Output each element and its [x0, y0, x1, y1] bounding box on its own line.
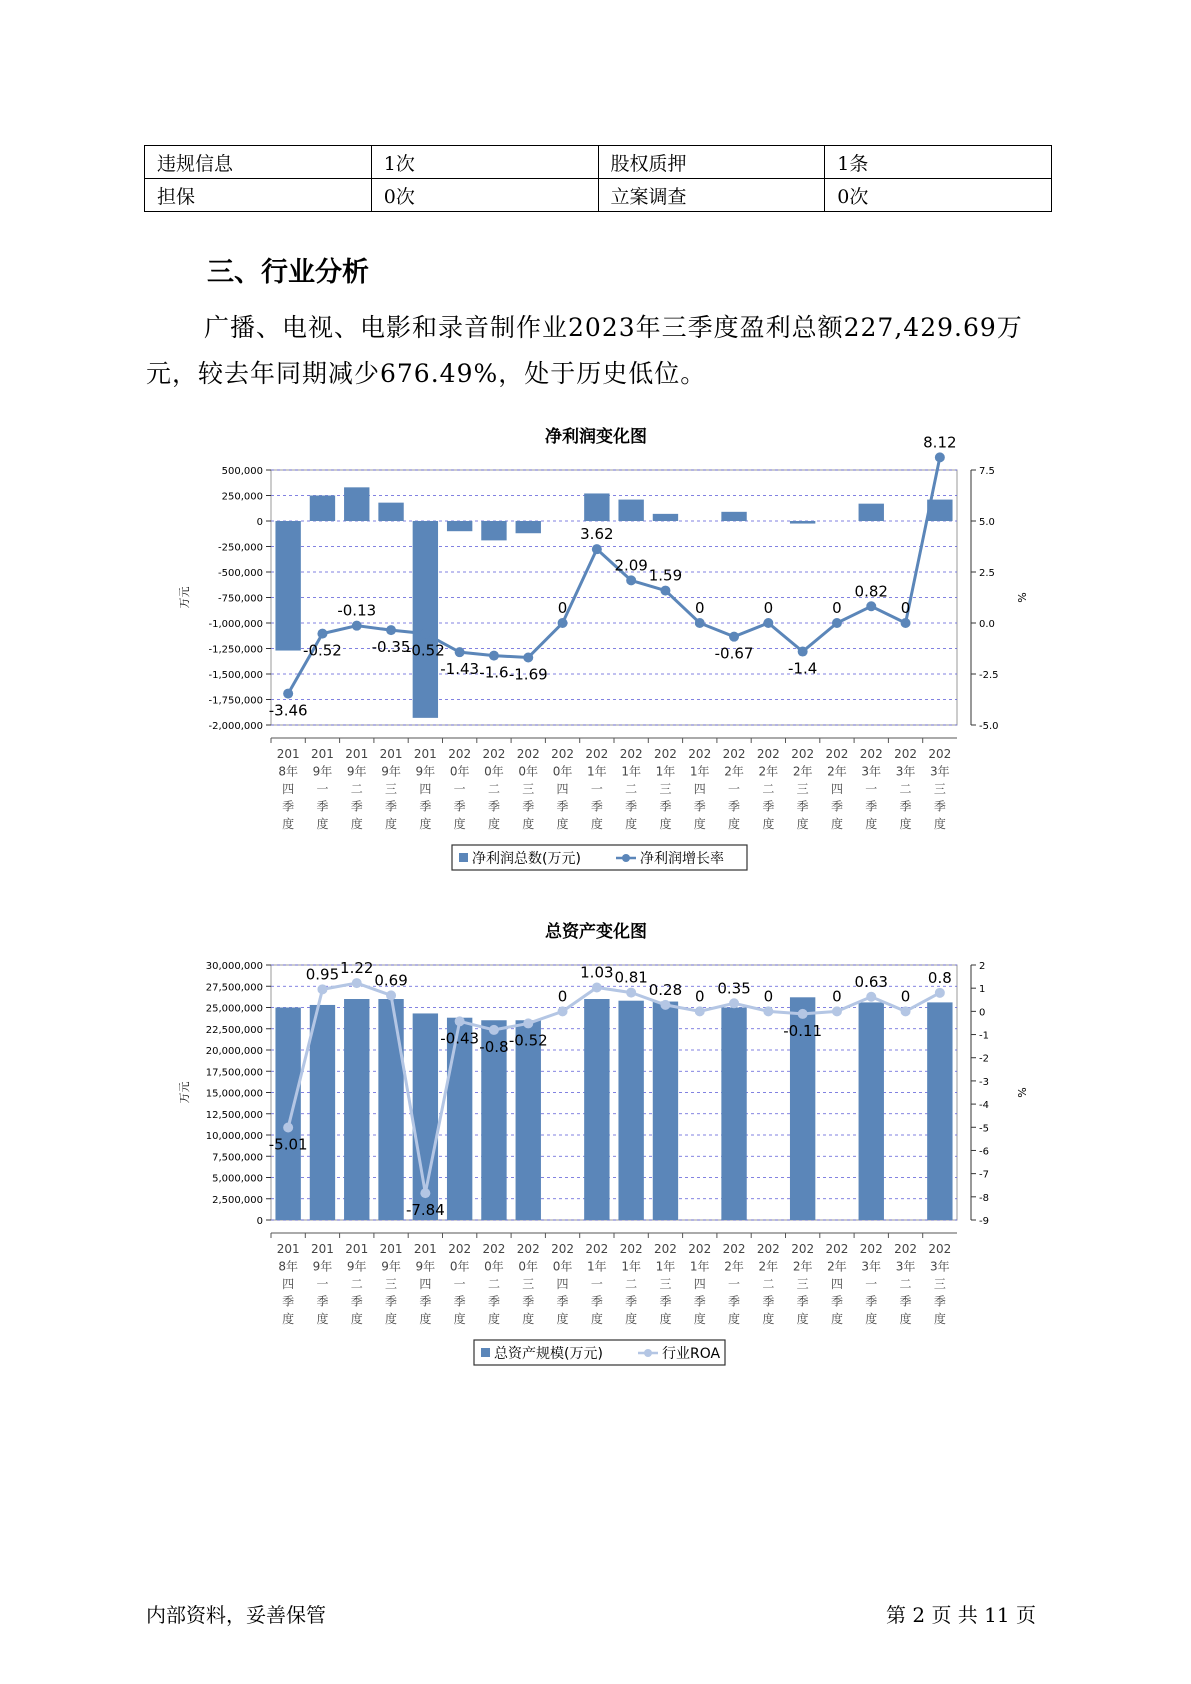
x-tick-label: 202 0年二季度	[482, 747, 506, 831]
bar	[859, 504, 884, 521]
y-tick-label: -1,750,000	[208, 695, 263, 707]
x-tick-label: 202 2年二季度	[756, 747, 780, 831]
line-point	[729, 632, 739, 642]
bar	[481, 521, 506, 540]
x-tick-label: 201 9年四季度	[413, 747, 437, 831]
y2-tick-label: -3	[979, 1076, 989, 1088]
y-tick-label: 0	[256, 517, 263, 528]
line-point	[695, 618, 705, 628]
y-tick-label: -500,000	[218, 568, 263, 579]
y-tick-label: -750,000	[218, 593, 263, 605]
line-point	[420, 629, 430, 639]
data-label: 0	[763, 987, 774, 1006]
info-label: 股权质押	[598, 146, 825, 179]
line-point	[386, 625, 396, 635]
y-tick-label: 25,000,000	[205, 1003, 263, 1015]
y-tick-label: -1,500,000	[208, 670, 263, 681]
line-point	[832, 1006, 842, 1016]
y2-tick-label: 5.0	[979, 517, 995, 528]
legend-bar-label: 净利润总数(万元)	[472, 851, 581, 867]
data-label: 0.35	[717, 979, 751, 998]
bar	[721, 512, 746, 521]
data-label: -1.69	[508, 665, 548, 684]
y2-tick-label: -8	[979, 1192, 989, 1204]
line-point	[455, 1016, 465, 1026]
data-label: 2.09	[614, 556, 648, 575]
line-point	[832, 618, 842, 628]
chart-title: 总资产变化图	[545, 922, 647, 942]
y-tick-label: 250,000	[221, 491, 263, 503]
x-tick-label: 202 0年三季度	[516, 747, 540, 831]
data-label: -0.13	[337, 601, 377, 620]
legend-line-marker	[622, 854, 630, 862]
legend-bar-swatch	[459, 853, 468, 862]
line-point	[763, 618, 773, 628]
bar	[516, 521, 541, 533]
x-tick-label: 202 0年二季度	[482, 1242, 506, 1326]
bar	[344, 487, 369, 521]
line-point	[420, 1188, 430, 1198]
line-point	[352, 978, 362, 988]
footer-left: 内部资料，妥善保管	[146, 1603, 326, 1627]
x-tick-label: 202 1年一季度	[585, 747, 609, 831]
y2-tick-label: -6	[979, 1146, 989, 1158]
chart-title: 净利润变化图	[545, 427, 647, 447]
x-tick-label: 202 2年四季度	[825, 747, 849, 831]
data-label: -1.43	[440, 660, 480, 679]
y2-tick-label: -9	[979, 1216, 989, 1227]
line-point	[523, 1018, 533, 1028]
net-profit-chart	[0, 420, 1191, 880]
data-label: 1.59	[648, 566, 683, 585]
total-assets-chart	[0, 915, 1191, 1375]
x-tick-label: 201 9年二季度	[345, 1242, 369, 1326]
x-tick-label: 202 2年四季度	[825, 1242, 849, 1326]
y2-tick-label: 7.5	[979, 466, 995, 477]
x-tick-label: 202 3年三季度	[928, 747, 952, 831]
line-point	[592, 982, 602, 992]
bar	[584, 999, 609, 1220]
bar	[310, 496, 335, 522]
line-point	[626, 575, 636, 585]
footer-right: 第 2 页 共 11 页	[886, 1603, 1036, 1627]
info-label: 担保	[145, 179, 372, 212]
x-tick-label: 201 8年四季度	[276, 747, 300, 831]
data-label: 0.8	[927, 968, 952, 987]
line-point	[489, 1025, 499, 1035]
data-label: 0	[557, 599, 568, 617]
line-point	[763, 1006, 773, 1016]
x-tick-label: 202 3年二季度	[894, 747, 918, 831]
y-tick-label: 500,000	[221, 466, 263, 477]
y-tick-label: 12,500,000	[205, 1109, 263, 1121]
y2-tick-label: -2.5	[979, 670, 999, 681]
bar	[653, 514, 678, 521]
line-point	[592, 544, 602, 554]
line-point	[523, 652, 533, 662]
line-point	[317, 984, 327, 994]
x-tick-label: 201 9年三季度	[379, 747, 403, 831]
legend-line-label: 净利润增长率	[640, 851, 724, 867]
x-tick-label: 202 1年四季度	[688, 747, 712, 831]
x-tick-label: 202 3年三季度	[928, 1242, 952, 1326]
y-tick-label: 20,000,000	[205, 1046, 263, 1057]
line-point	[283, 1123, 293, 1133]
y-tick-label: 17,500,000	[205, 1067, 263, 1079]
x-tick-label: 201 9年二季度	[345, 747, 369, 831]
data-label: -5.01	[268, 1135, 308, 1154]
data-label: -0.8	[479, 1037, 509, 1056]
line-point	[386, 990, 396, 1000]
data-label: -0.11	[783, 1021, 823, 1040]
bar	[721, 1008, 746, 1221]
x-tick-label: 202 0年三季度	[516, 1242, 540, 1326]
data-label: 8.12	[923, 433, 957, 452]
bar	[859, 1002, 884, 1220]
data-label: -0.35	[371, 638, 411, 657]
info-table	[144, 145, 1052, 212]
data-label: 0.63	[854, 972, 888, 991]
data-label: -0.52	[303, 641, 342, 660]
data-label: 1.22	[340, 959, 374, 978]
info-value: 1次	[371, 146, 598, 179]
y2-tick-label: 0	[979, 1007, 986, 1019]
bar	[790, 521, 815, 524]
bar	[447, 1018, 472, 1220]
x-tick-label: 201 9年一季度	[310, 747, 334, 831]
line-point	[866, 992, 876, 1002]
line-point	[558, 618, 568, 628]
bar	[310, 1005, 335, 1220]
line-point	[798, 647, 808, 657]
section-paragraph: 广播、电视、电影和录音制作业2023年三季度盈利总额227,429.69万元，较去年同期减少676.49%，处于历史低位。	[146, 313, 1023, 388]
line-point	[489, 651, 499, 661]
y-tick-label: 30,000,000	[205, 961, 263, 972]
line-point	[798, 1009, 808, 1019]
y-axis-label: 万元	[178, 1081, 191, 1104]
data-label: 0	[900, 599, 911, 617]
x-tick-label: 202 2年二季度	[756, 1242, 780, 1326]
bar	[618, 500, 643, 521]
legend-bar-label: 总资产规模(万元)	[494, 1346, 603, 1362]
x-tick-label: 202 1年二季度	[619, 747, 643, 831]
legend-bar-swatch	[481, 1348, 490, 1357]
y2-tick-label: 1	[979, 984, 986, 996]
y-tick-label: 22,500,000	[205, 1024, 263, 1036]
bar	[344, 999, 369, 1220]
x-tick-label: 201 9年一季度	[310, 1242, 334, 1326]
info-row	[145, 179, 1052, 212]
y-tick-label: 10,000,000	[205, 1131, 263, 1142]
bar	[618, 1001, 643, 1220]
y-tick-label: 5,000,000	[212, 1173, 263, 1185]
y2-tick-label: -1	[979, 1030, 989, 1042]
data-label: -0.52	[405, 641, 445, 660]
legend-line-label: 行业ROA	[662, 1346, 721, 1362]
y2-tick-label: 0.0	[979, 619, 995, 630]
line-point	[626, 988, 636, 998]
line-point	[729, 998, 739, 1008]
y-tick-label: -250,000	[218, 542, 263, 554]
x-tick-label: 202 0年四季度	[551, 1242, 575, 1326]
y-tick-label: -1,250,000	[208, 644, 263, 656]
line-point	[935, 988, 945, 998]
data-label: 0	[832, 987, 842, 1006]
y2-tick-label: -7	[979, 1169, 989, 1181]
y-tick-label: -1,000,000	[208, 619, 263, 630]
y-tick-label: 2,500,000	[212, 1194, 263, 1206]
line-point	[558, 1006, 568, 1016]
x-tick-label: 202 3年二季度	[894, 1242, 918, 1326]
data-label: 0	[694, 599, 705, 617]
data-label: -1.4	[788, 659, 818, 678]
x-tick-label: 202 1年二季度	[619, 1242, 643, 1326]
y2-tick-label: 2	[979, 961, 986, 972]
y2-axis-label: %	[1015, 592, 1028, 603]
line-point	[695, 1006, 705, 1016]
series-line	[288, 457, 940, 693]
data-label: 0.81	[614, 968, 648, 987]
bar	[516, 1020, 541, 1220]
data-label: 3.62	[580, 525, 614, 544]
x-tick-label: 202 2年一季度	[722, 747, 746, 831]
data-label: 0	[763, 599, 774, 617]
x-tick-label: 202 1年三季度	[653, 1242, 677, 1326]
data-label: 0.28	[648, 980, 683, 999]
bar	[378, 503, 403, 521]
y2-axis-label: %	[1015, 1087, 1028, 1098]
info-label: 违规信息	[145, 146, 372, 179]
x-tick-label: 202 3年一季度	[859, 747, 883, 831]
line-point	[660, 1000, 670, 1010]
y2-tick-label: -5.0	[979, 721, 999, 732]
bar	[275, 521, 300, 651]
x-tick-label: 202 2年一季度	[722, 1242, 746, 1326]
y2-tick-label: 2.5	[979, 568, 995, 579]
y-tick-label: -2,000,000	[208, 721, 263, 732]
y-tick-label: 0	[256, 1216, 263, 1227]
bar	[378, 999, 403, 1220]
line-point	[866, 601, 876, 611]
line-point	[352, 621, 362, 631]
data-label: -0.67	[714, 644, 754, 663]
x-tick-label: 201 9年四季度	[413, 1242, 437, 1326]
data-label: 0.95	[305, 965, 340, 984]
data-label: -0.43	[440, 1029, 480, 1048]
line-point	[935, 452, 945, 462]
y2-tick-label: -4	[979, 1100, 989, 1112]
x-tick-label: 202 2年三季度	[791, 747, 815, 831]
x-tick-label: 202 0年一季度	[448, 1242, 472, 1326]
x-tick-label: 202 1年三季度	[653, 747, 677, 831]
bar	[447, 521, 472, 531]
line-point	[660, 586, 670, 596]
bar	[653, 1002, 678, 1220]
x-tick-label: 201 8年四季度	[276, 1242, 300, 1326]
bar	[584, 493, 609, 521]
x-tick-label: 202 2年三季度	[791, 1242, 815, 1326]
data-label: -7.84	[405, 1201, 445, 1220]
bar	[927, 1002, 952, 1220]
info-value: 0次	[371, 179, 598, 212]
section-title: 三、行业分析	[207, 257, 369, 288]
data-label: -3.46	[268, 701, 308, 720]
data-label: 0	[557, 987, 568, 1006]
line-point	[901, 618, 911, 628]
line-point	[455, 647, 465, 657]
x-tick-label: 201 9年三季度	[379, 1242, 403, 1326]
y-axis-label: 万元	[178, 586, 191, 609]
data-label: 1.03	[580, 963, 614, 982]
data-label: 0	[694, 987, 705, 1006]
data-label: -1.6	[479, 663, 509, 682]
data-label: 0.82	[854, 582, 888, 601]
legend-line-marker	[644, 1349, 652, 1357]
data-label: -0.52	[508, 1031, 548, 1050]
x-tick-label: 202 0年四季度	[551, 747, 575, 831]
x-tick-label: 202 3年一季度	[859, 1242, 883, 1326]
y2-tick-label: -2	[979, 1053, 989, 1065]
y-tick-label: 15,000,000	[205, 1088, 263, 1100]
x-tick-label: 202 0年一季度	[448, 747, 472, 831]
bar	[275, 1008, 300, 1221]
data-label: 0.69	[374, 971, 408, 990]
x-tick-label: 202 1年四季度	[688, 1242, 712, 1326]
info-label: 立案调查	[598, 179, 825, 212]
line-point	[283, 689, 293, 699]
line-point	[901, 1006, 911, 1016]
data-label: 0	[832, 599, 842, 617]
bar	[413, 521, 438, 718]
y-tick-label: 7,500,000	[212, 1152, 263, 1164]
line-point	[317, 629, 327, 639]
info-value: 1条	[825, 146, 1052, 179]
info-row	[145, 146, 1052, 179]
data-label: 0	[900, 987, 911, 1006]
info-value: 0次	[825, 179, 1052, 212]
y-tick-label: 27,500,000	[205, 982, 263, 994]
x-tick-label: 202 1年一季度	[585, 1242, 609, 1326]
y2-tick-label: -5	[979, 1123, 989, 1135]
